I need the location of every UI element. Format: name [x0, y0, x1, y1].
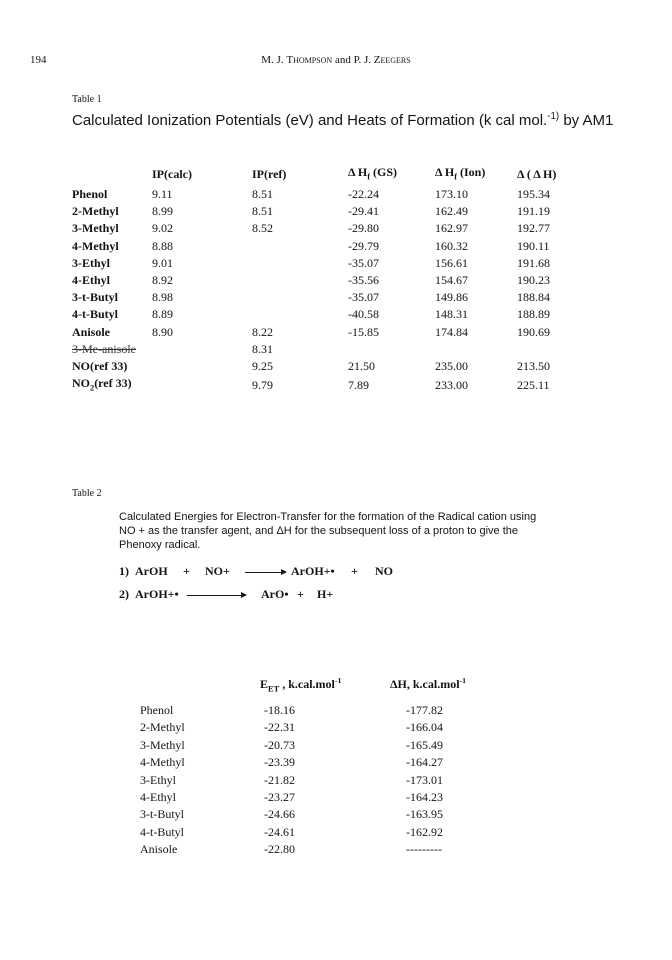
- table1-cell: [252, 255, 348, 272]
- table1-row: [72, 238, 597, 255]
- table1-caption: [72, 111, 613, 129]
- table1-cell: [348, 341, 435, 358]
- table2-row-name: 2-Methyl: [140, 720, 185, 735]
- table1-row: [72, 203, 597, 220]
- table1-cell: [517, 341, 597, 358]
- table2-cell: -20.73: [264, 737, 295, 752]
- table1-row-name: 4-Ethyl: [72, 273, 111, 288]
- table1-cell: [152, 375, 252, 397]
- table2-cell: -164.23: [406, 790, 443, 805]
- table2-row-name: Phenol: [140, 703, 174, 717]
- table1-row-name: $NO_2(ref$ 33): [72, 376, 132, 393]
- table2-header-eet-text: $E_{ET}$ , k.cal.mol: [260, 677, 335, 694]
- eq1-plus1: +: [183, 564, 190, 578]
- table1-cell: 9.25: [252, 359, 273, 374]
- table1-cell: [152, 358, 252, 375]
- table1-cell: 225.11: [517, 378, 550, 393]
- table1-cell: 8.31: [252, 341, 273, 356]
- table1-cell: 8.22: [252, 324, 273, 339]
- table2-row: [140, 772, 500, 789]
- table1-header-cell: [72, 164, 152, 186]
- table1-cell: -40.58: [348, 307, 379, 322]
- table1-row-name: Phenol: [72, 187, 108, 201]
- table1-cell: 8.98: [152, 290, 173, 305]
- eq2-number: 2): [119, 587, 129, 601]
- table1-cell: 148.31: [435, 307, 468, 322]
- table2-row-name: 4-Methyl: [140, 755, 185, 770]
- table2-row-name: Anisole: [140, 842, 178, 857]
- table1-cell: 235.00: [435, 359, 468, 374]
- table1-cell: -29.80: [348, 221, 379, 236]
- table1-row: [72, 186, 597, 203]
- table2-cell: -173.01: [406, 772, 443, 787]
- table1-cell: 9.01: [152, 255, 173, 270]
- table1-cell: 160.32: [435, 238, 468, 253]
- header-prefix: M. J.: [261, 54, 287, 66]
- eq2-product1: ArO•: [261, 587, 289, 601]
- table2-cell: -18.16: [264, 703, 295, 717]
- table1-cell: -22.24: [348, 187, 379, 201]
- table1-row: [72, 324, 597, 341]
- eq1-number: 1): [119, 564, 129, 578]
- table1-cell: 21.50: [348, 359, 375, 374]
- table1-cell: 156.61: [435, 255, 468, 270]
- eq1-product2: NO: [375, 564, 393, 578]
- table2-cell: -21.82: [264, 772, 295, 787]
- table2-row: [140, 789, 500, 806]
- table1-header-cell: Δ $H_f$ (Ion): [435, 165, 486, 182]
- table1-cell: 9.02: [152, 221, 173, 236]
- table1-cell: 233.00: [435, 378, 468, 393]
- table2-header-dh-sup: -1: [459, 676, 467, 685]
- table2-cell: -166.04: [406, 720, 443, 735]
- table1-row-name: 3-t-Butyl: [72, 290, 118, 305]
- table2-header-dh: [390, 672, 500, 702]
- table2-cell: -24.66: [264, 807, 295, 822]
- eq1-reactant1: ArOH: [135, 564, 168, 578]
- table2-header-dh-text: ΔH, k.cal.mol: [390, 677, 460, 691]
- table2-header-eet-sup: -1: [334, 676, 342, 685]
- table1-row-name: NO(ref 33): [72, 359, 128, 374]
- table1-cell: [252, 272, 348, 289]
- table1-cell: 154.67: [435, 273, 468, 288]
- table1-cell: 191.19: [517, 204, 550, 219]
- eq2-product2: H+: [317, 587, 334, 601]
- table1-cell: 9.79: [252, 378, 273, 393]
- table2-row-name: 4-t-Butyl: [140, 824, 184, 839]
- table1-cell: 8.99: [152, 204, 173, 219]
- table2-cell: -164.27: [406, 755, 443, 770]
- table1-cell: [435, 341, 517, 358]
- table2-cell: ---------: [406, 842, 442, 857]
- table1-row: [72, 341, 597, 358]
- table2-row: [140, 754, 500, 771]
- table1-label: Table 1: [72, 94, 102, 105]
- equation-2: [119, 587, 519, 603]
- table1-cell: 162.49: [435, 204, 468, 219]
- table1-row-name: Anisole: [72, 324, 111, 339]
- table1-cell: 162.97: [435, 221, 468, 236]
- table2-cell: -163.95: [406, 807, 443, 822]
- table1-row-name: 2-Methyl: [72, 204, 119, 219]
- table1-row: [72, 306, 597, 323]
- table1-cell: 8.90: [152, 324, 173, 339]
- table1-cell: 192.77: [517, 221, 550, 236]
- table2-row: [140, 806, 500, 823]
- eq2-arrow: [187, 595, 245, 596]
- table1-cell: 8.51: [252, 187, 273, 201]
- table1-cell: 8.92: [152, 273, 173, 288]
- table1-cell: 188.84: [517, 290, 550, 305]
- table1-cell: 8.52: [252, 221, 273, 236]
- table1-row: [72, 289, 597, 306]
- table1-cell: [152, 341, 252, 358]
- table2-row: [140, 841, 500, 858]
- table2-cell: -22.80: [264, 842, 295, 857]
- table1-row: [72, 255, 597, 272]
- header-author1: Thompson: [286, 54, 333, 66]
- table1-caption-end: by AM1: [559, 112, 614, 129]
- table1-cell: -29.41: [348, 204, 379, 219]
- table2-label: Table 2: [72, 488, 102, 499]
- table2-cell: -23.39: [264, 755, 295, 770]
- table2-header-blank: [140, 672, 260, 702]
- table1-cell: -35.07: [348, 255, 379, 270]
- table1-row: [72, 272, 597, 289]
- table2: [140, 672, 500, 859]
- table1-row-name: 3-Me-anisole: [72, 341, 136, 356]
- table1-caption-sup: -1): [547, 111, 560, 122]
- table2-row: [140, 719, 500, 736]
- table1-cell: 213.50: [517, 359, 550, 374]
- table2-header-row: [140, 672, 500, 702]
- table1-cell: [252, 306, 348, 323]
- table1-cell: 8.89: [152, 307, 173, 322]
- table2-row-name: 3-t-Butyl: [140, 807, 184, 822]
- table1-cell: 173.10: [435, 187, 468, 201]
- table1-cell: [252, 238, 348, 255]
- table2-row: [140, 737, 500, 754]
- table1-cell: -15.85: [348, 324, 379, 339]
- page-number: 194: [30, 54, 47, 66]
- table1-caption-main: Calculated Ionization Potentials (eV) and Heats of Formation (k cal mol.: [72, 112, 548, 129]
- table1-row-name: 3-Ethyl: [72, 255, 111, 270]
- table1-header-cell: IP(ref): [252, 167, 287, 182]
- table2-cell: -165.49: [406, 737, 443, 752]
- table2-cell: -24.61: [264, 824, 295, 839]
- table1-cell: 195.34: [517, 187, 550, 201]
- table1-cell: 8.51: [252, 204, 273, 219]
- running-header: [0, 54, 672, 66]
- table1-cell: 9.11: [152, 187, 173, 201]
- table2-row-name: 4-Ethyl: [140, 790, 176, 805]
- header-author2: Zeegers: [373, 54, 411, 66]
- table2-row: [140, 824, 500, 841]
- table1-cell: 149.86: [435, 290, 468, 305]
- table1-cell: 188.89: [517, 307, 550, 322]
- table2-row-name: 3-Methyl: [140, 737, 185, 752]
- table1-row-name: 4-t-Butyl: [72, 307, 118, 322]
- table1-cell: 8.88: [152, 238, 173, 253]
- table2-cell: -22.31: [264, 720, 295, 735]
- eq2-reactant1: ArOH+•: [135, 587, 179, 601]
- table2-row-name: 3-Ethyl: [140, 772, 176, 787]
- table1-row: [72, 220, 597, 237]
- table1-cell: 7.89: [348, 378, 369, 393]
- table1-row-name: 3-Methyl: [72, 221, 119, 236]
- table1-header-cell: Δ $H_f$ (GS): [348, 165, 397, 182]
- table1-header-cell: IP(calc): [152, 167, 192, 182]
- table1-header-row: [72, 164, 597, 186]
- table1: [72, 164, 597, 397]
- table2-header-eet: [260, 672, 390, 702]
- table2-cell: -23.27: [264, 790, 295, 805]
- table1-row: [72, 375, 597, 397]
- table1-row: [72, 358, 597, 375]
- table1-cell: -35.07: [348, 290, 379, 305]
- equation-1: [119, 564, 519, 580]
- table1-row-name: 4-Methyl: [72, 238, 119, 253]
- table1-cell: 190.23: [517, 273, 550, 288]
- table1-cell: 190.11: [517, 238, 550, 253]
- eq1-plus2: +: [351, 564, 358, 578]
- table1-cell: -35.56: [348, 273, 379, 288]
- eq1-arrow: [245, 572, 285, 573]
- eq2-plus: +: [297, 587, 304, 601]
- header-and: and P. J.: [332, 54, 374, 66]
- eq1-reactant2: NO+: [205, 564, 230, 578]
- table2-row: [140, 702, 500, 719]
- table1-header-cell: Δ ( Δ H): [517, 167, 557, 182]
- table1-cell: 190.69: [517, 324, 550, 339]
- table1-cell: -29.79: [348, 238, 379, 253]
- table1-cell: 191.68: [517, 255, 550, 270]
- table2-caption: Calculated Energies for Electron-Transfer for the formation of the Radical cation using NO + as the transfer agent, and ΔH for the subsequent loss of a proton to give the Phenoxy radical.: [119, 511, 537, 551]
- table2-cell: -162.92: [406, 824, 443, 839]
- table2-cell: -177.82: [406, 703, 443, 717]
- table1-cell: [252, 289, 348, 306]
- eq1-product1: ArOH+•: [291, 564, 335, 578]
- table1-cell: 174.84: [435, 324, 468, 339]
